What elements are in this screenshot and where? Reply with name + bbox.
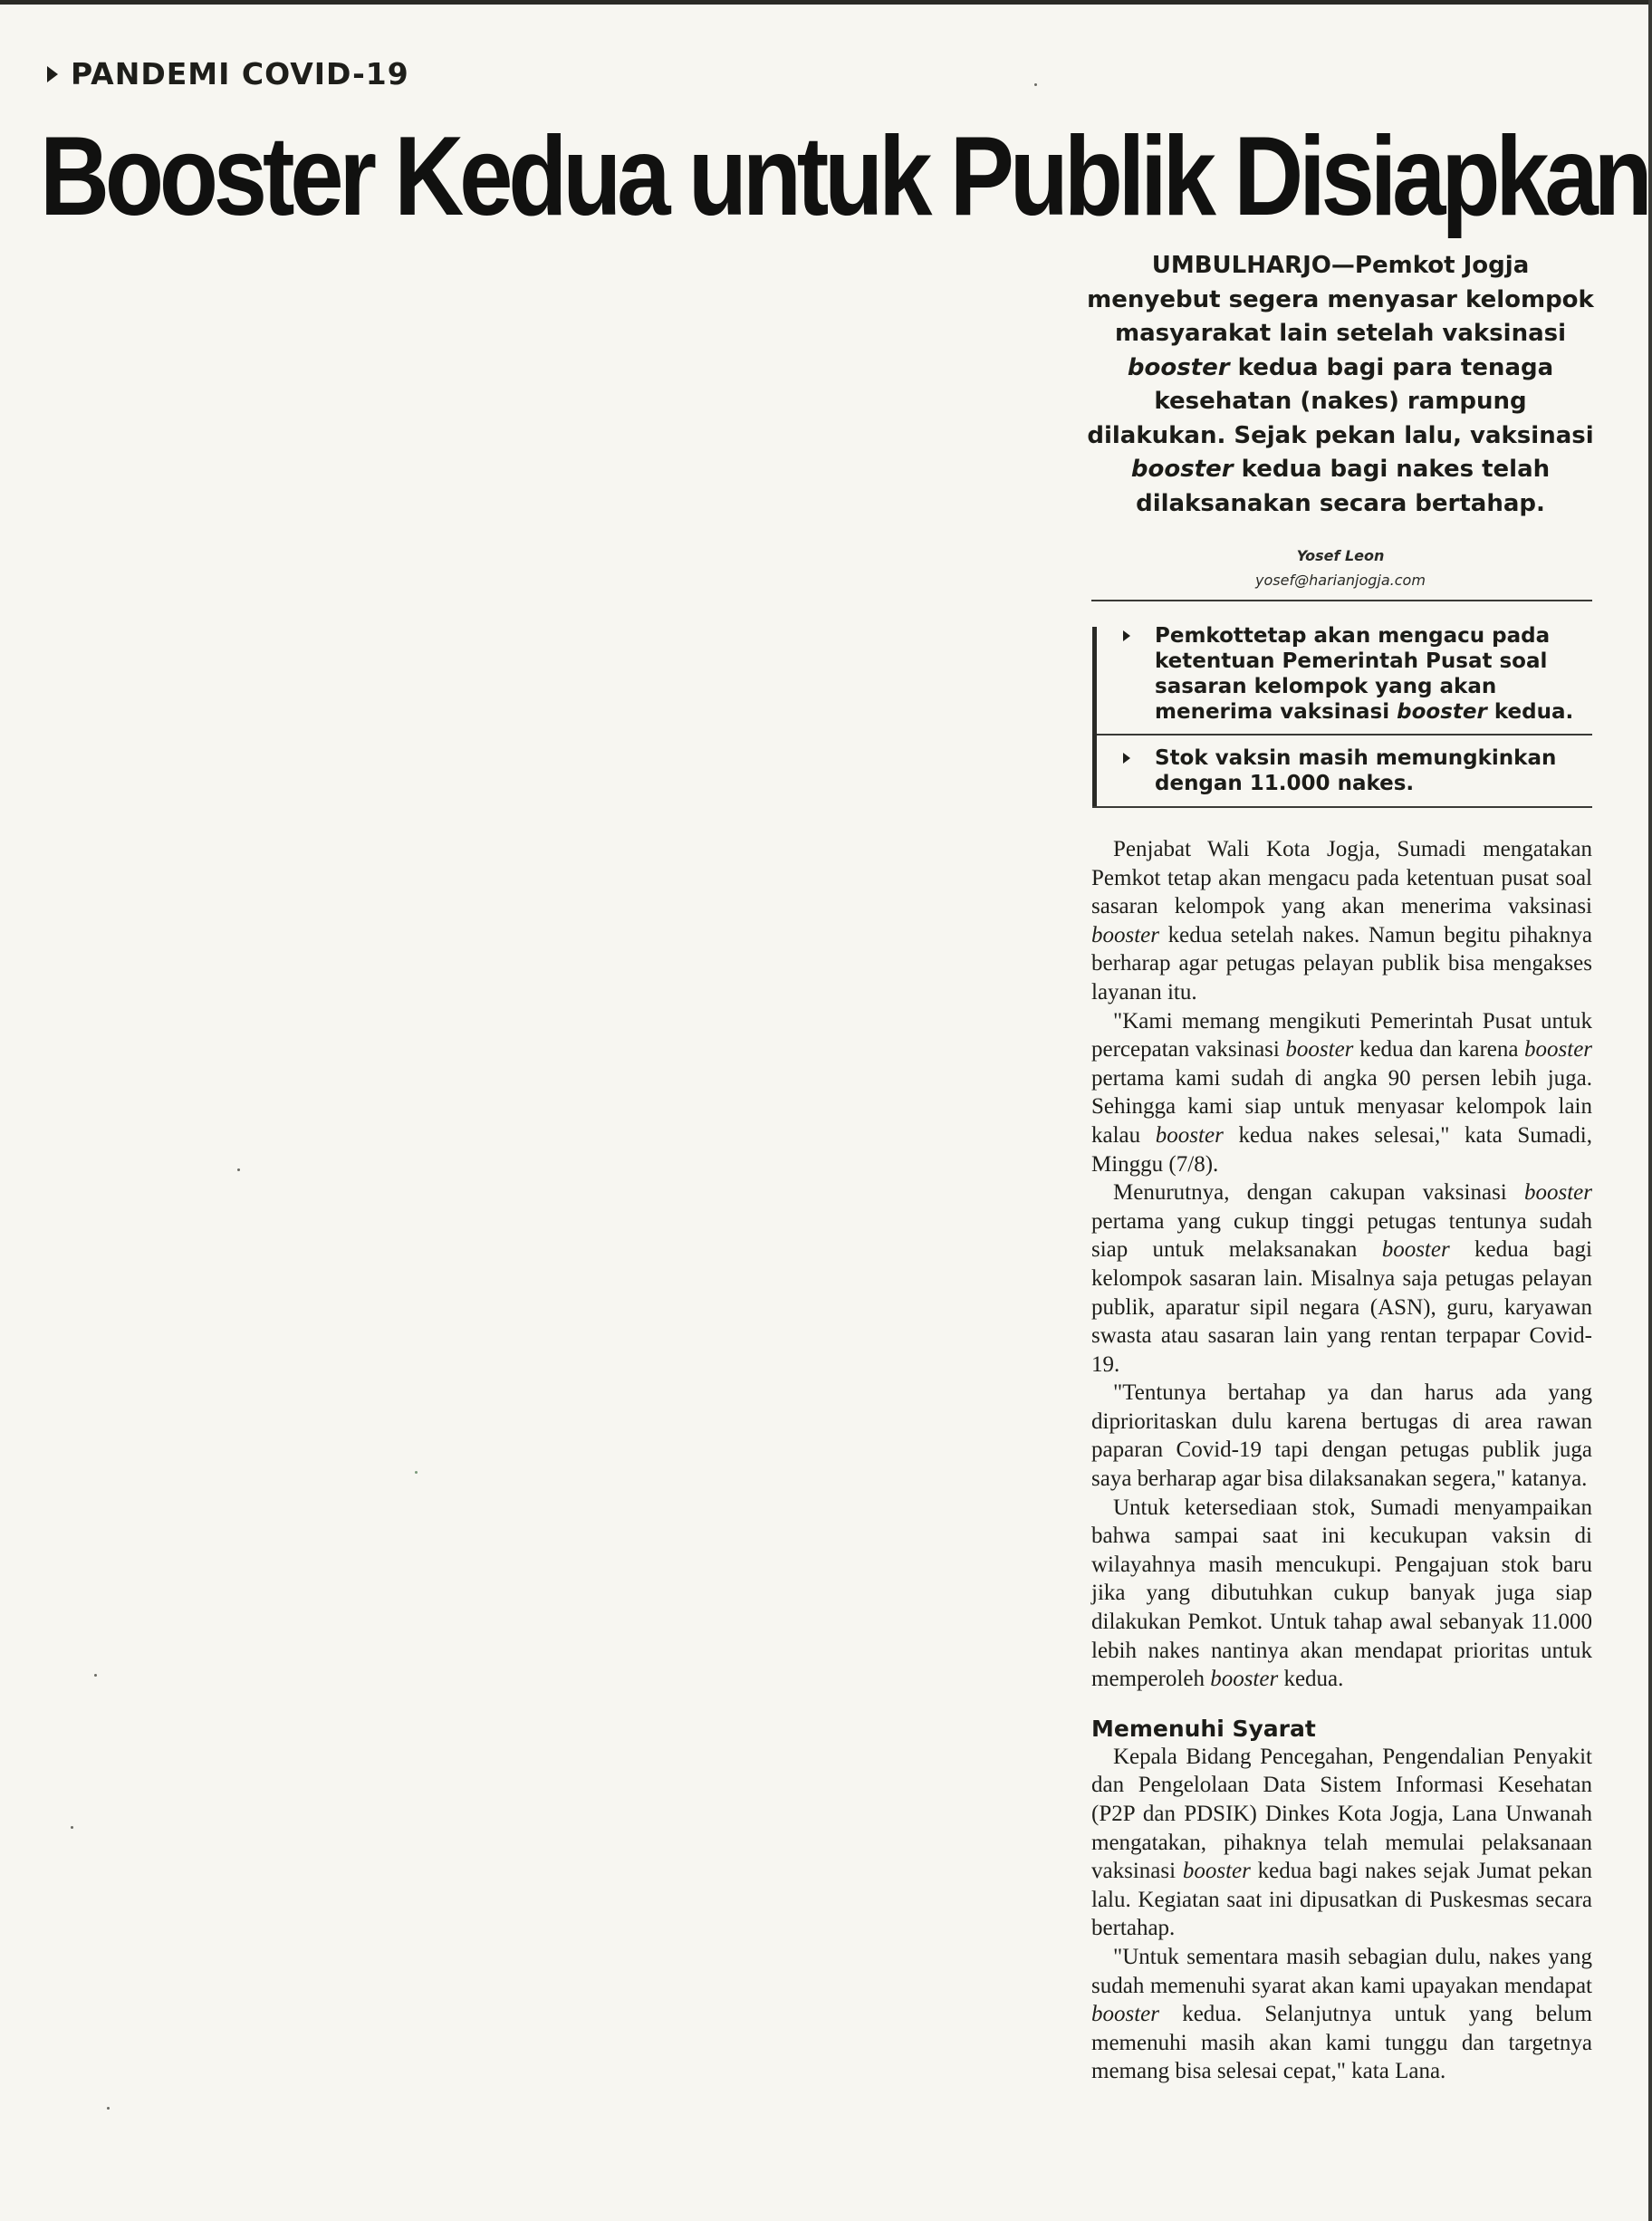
highlight-bottom-rule xyxy=(1092,806,1592,808)
byline xyxy=(1087,543,1594,592)
byline-divider xyxy=(1091,600,1592,601)
body-paragraph xyxy=(1091,1178,1592,1379)
body-text: "Kami memang mengikuti Pemerintah Pusat untuk percepatan vaksinasi xyxy=(1091,1008,1592,1062)
body-text: kedua setelah nakes. Namun begitu pihaknya berharap agar petugas pelayan publik bisa mengakses layanan itu. xyxy=(1091,922,1592,1005)
print-speck xyxy=(71,1826,73,1829)
body-italic: booster xyxy=(1155,1122,1224,1148)
article-body xyxy=(1091,835,1592,2086)
highlight-box-bar xyxy=(1092,627,1097,808)
body-text: kedua. xyxy=(1278,1667,1344,1692)
section-kicker xyxy=(47,56,409,91)
lede-text-1: UMBULHARJO—Pemkot Jogja menyebut segera menyasar kelompok masyarakat lain setelah vaksinasi xyxy=(1087,252,1594,347)
highlight-1-text-b: kedua. xyxy=(1486,700,1574,724)
kicker-label: PANDEMI COVID-19 xyxy=(71,56,409,91)
page-title: Booster Kedua untuk Publik Disiapkan xyxy=(40,114,1648,239)
body-text: kedua nakes selesai," kata Sumadi, Minggu (7/8). xyxy=(1091,1122,1592,1177)
body-italic: booster xyxy=(1091,2002,1159,2027)
body-italic: booster xyxy=(1210,1667,1279,1692)
body-text: Kepala Bidang Pencegahan, Pengendalian Penyakit dan Pengelolaan Data Sistem Informasi Kesehatan (P2P dan PDSIK) Dinkes Kota Jogja, Lana Unwanah mengatakan, pihaknya telah memulai pelaksanaan vaksinasi xyxy=(1091,1744,1592,1884)
body-italic: booster xyxy=(1182,1859,1251,1884)
highlight-divider xyxy=(1097,734,1592,736)
section-subheading: Memenuhi Syarat xyxy=(1091,1715,1316,1742)
body-paragraph xyxy=(1091,1007,1592,1179)
highlight-item-1 xyxy=(1123,623,1594,725)
triangle-bullet-icon xyxy=(47,66,58,82)
body-text: Penjabat Wali Kota Jogja, Sumadi mengatakan Pemkot tetap akan mengacu pada ketentuan pusat soal sasaran kelompok yang akan menerima vaksinasi xyxy=(1091,837,1592,919)
highlight-text-1 xyxy=(1155,623,1594,725)
highlight-item-2 xyxy=(1123,745,1594,796)
print-speck xyxy=(1034,83,1037,86)
triangle-bullet-icon xyxy=(1123,630,1130,641)
highlight-1-text-a: Pemkottetap akan mengacu pada ketentuan Pemerintah Pusat soal sasaran kelompok yang akan menerima vaksinasi xyxy=(1155,624,1551,724)
body-paragraph xyxy=(1091,835,1592,1007)
body-italic: booster xyxy=(1381,1237,1450,1263)
highlight-1-italic: booster xyxy=(1397,700,1487,724)
body-italic: booster xyxy=(1524,1180,1592,1206)
lede-italic-2: booster xyxy=(1130,456,1234,483)
body-italic: booster xyxy=(1285,1037,1354,1062)
lede-italic-1: booster xyxy=(1127,353,1230,381)
body-italic: booster xyxy=(1524,1037,1593,1062)
print-speck xyxy=(94,1674,97,1677)
lede-text-2: kedua bagi para tenaga kesehatan (nakes) rampung dilakukan. Sejak pekan lalu, vaksinasi xyxy=(1087,353,1594,449)
right-border-rule xyxy=(1648,0,1652,2221)
lede-text-3: kedua bagi nakes telah dilaksanakan secara bertahap. xyxy=(1136,456,1551,517)
highlight-text-2: Stok vaksin masih memungkinkan dengan 11.000 nakes. xyxy=(1155,746,1557,795)
body-text: pertama yang cukup tinggi petugas tentunya sudah siap untuk melaksanakan xyxy=(1091,1208,1592,1263)
body-text: Menurutnya, dengan cakupan vaksinasi xyxy=(1113,1180,1524,1206)
byline-author: Yosef Leon xyxy=(1296,547,1385,564)
body-text: pertama kami sudah di angka 90 persen lebih juga. Sehingga kami siap untuk menyasar kelompok lain kalau xyxy=(1091,1065,1592,1148)
triangle-bullet-icon xyxy=(1123,753,1130,764)
byline-email: yosef@harianjogja.com xyxy=(1255,572,1426,589)
print-speck xyxy=(107,2107,110,2110)
body-paragraph: "Tentunya bertahap ya dan harus ada yang diprioritaskan dulu karena bertugas di area rawan paparan Covid-19 tapi dengan petugas publik juga saya berharap agar bisa dilaksanakan segera," katanya. xyxy=(1091,1380,1592,1492)
print-speck xyxy=(237,1168,240,1171)
body-paragraph xyxy=(1091,1743,1592,1943)
body-text: kedua bagi kelompok sasaran lain. Misalnya saja petugas pelayan publik, aparatur sipil negara (ASN), guru, karyawan swasta atau sasaran lain yang rentan terpapar Covid-19. xyxy=(1091,1237,1592,1377)
body-text: kedua. Selanjutnya untuk yang belum memenuhi masih akan kami tunggu dan targetnya memang bisa selesai cepat," kata Lana. xyxy=(1091,2002,1592,2084)
body-text: kedua bagi nakes sejak Jumat pekan lalu. Kegiatan saat ini dipusatkan di Puskesmas secara bertahap. xyxy=(1091,1859,1593,1941)
top-border-rule xyxy=(0,0,1652,5)
print-speck xyxy=(415,1471,418,1474)
body-text: Untuk ketersediaan stok, Sumadi menyampaikan bahwa sampai saat ini kecukupan vaksin di wilayahnya masih mencukupi. Pengajuan stok baru jika yang dibutuhkan cukup banyak juga siap dilakukan Pemkot. Untuk tahap awal sebanyak 11.000 lebih nakes nantinya akan mendapat prioritas untuk memperoleh xyxy=(1091,1495,1592,1692)
body-italic: booster xyxy=(1091,922,1159,947)
body-paragraph xyxy=(1091,1494,1592,1694)
body-paragraph xyxy=(1091,1943,1592,2086)
lede-paragraph xyxy=(1087,249,1594,521)
body-text: "Untuk sementara masih sebagian dulu, nakes yang sudah memenuhi syarat akan kami upayakan mendapat xyxy=(1091,1944,1592,1998)
body-text: kedua dan karena xyxy=(1353,1037,1525,1062)
